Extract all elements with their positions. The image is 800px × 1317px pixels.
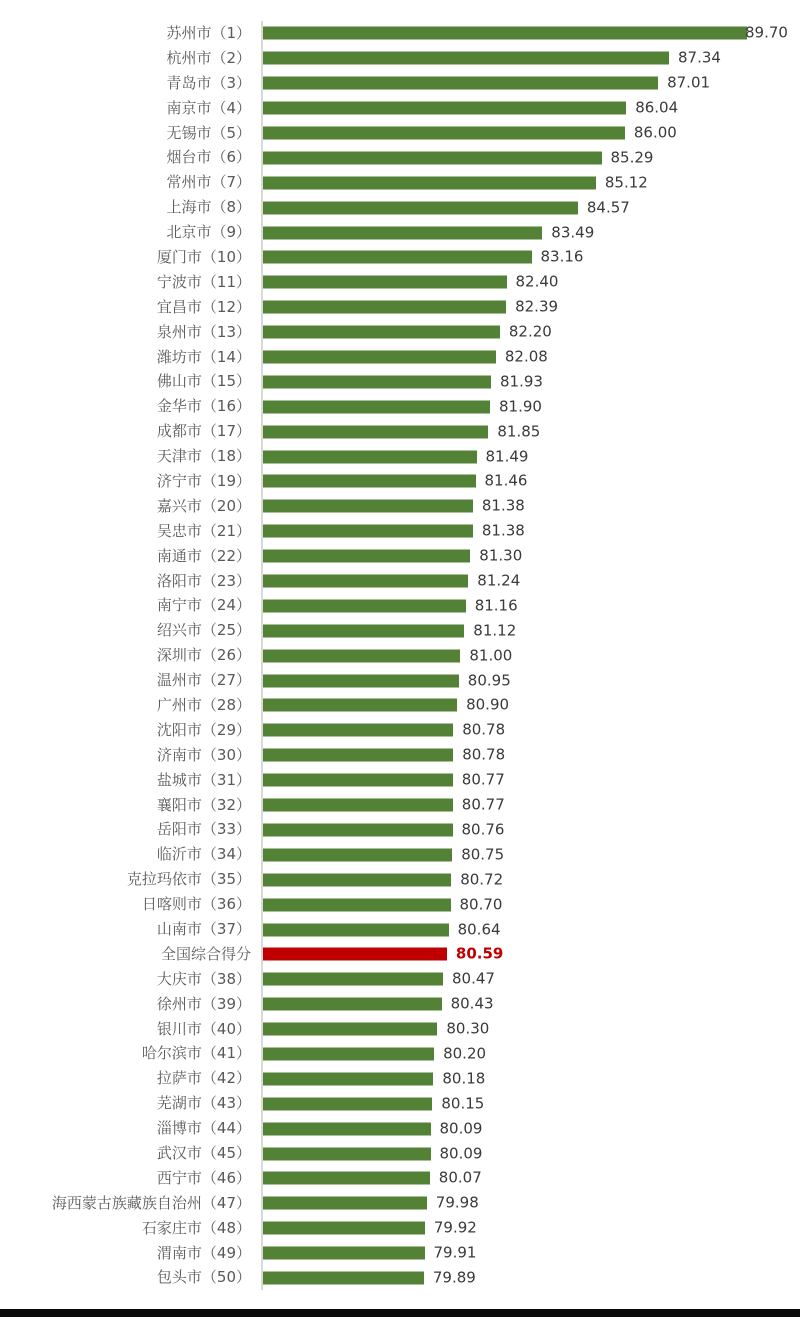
category-label: 芜湖市（43）: [156, 1094, 251, 1113]
score-bar: [263, 1197, 427, 1210]
category-label: 天津市（18）: [156, 447, 251, 466]
value-label: 81.46: [484, 471, 528, 490]
plot-area-segment: [261, 1116, 800, 1141]
score-bar: [263, 475, 476, 488]
category-label: 徐州市（39）: [156, 994, 251, 1013]
score-bar: [263, 1222, 425, 1235]
score-bar: [263, 599, 466, 612]
value-label: 80.70: [459, 895, 503, 914]
category-label: 苏州市（1）: [166, 23, 251, 42]
plot-area-segment: [261, 618, 800, 643]
value-label: 81.30: [479, 546, 523, 565]
value-label: 80.43: [450, 994, 494, 1013]
score-bar: [263, 375, 491, 388]
bar-row: [0, 643, 800, 668]
value-label: 79.92: [433, 1218, 477, 1237]
value-label: 81.93: [500, 372, 543, 391]
city-score-bar-chart: [0, 21, 800, 1290]
bar-row: [0, 96, 800, 121]
plot-area-segment: [261, 21, 800, 46]
score-bar: [263, 1097, 432, 1110]
value-label: 81.38: [481, 496, 525, 515]
category-label: 上海市（8）: [166, 198, 251, 217]
bar-row: [0, 21, 800, 46]
value-label: 80.47: [452, 969, 495, 988]
value-label: 79.91: [433, 1243, 477, 1262]
plot-area-segment: [261, 892, 800, 917]
category-label: 潍坊市（14）: [156, 347, 251, 366]
score-bar: [263, 251, 532, 264]
plot-area-segment: [261, 394, 800, 419]
category-label: 襄阳市（32）: [156, 795, 251, 814]
bar-row: [0, 46, 800, 71]
bar-row: [0, 892, 800, 917]
category-label: 金华市（16）: [156, 397, 251, 416]
national-average-bar: [263, 948, 447, 961]
score-bar: [263, 774, 453, 787]
bar-row: [0, 917, 800, 942]
bar-row: [0, 743, 800, 768]
category-label: 临沂市（34）: [156, 845, 251, 864]
plot-area-segment: [261, 1216, 800, 1241]
score-bar: [263, 1047, 434, 1060]
score-bar: [263, 848, 452, 861]
category-label: 克拉玛依市（35）: [126, 870, 251, 889]
plot-area-segment: [261, 121, 800, 146]
bar-row: [0, 1166, 800, 1191]
category-label: 拉萨市（42）: [156, 1069, 251, 1088]
bar-row: [0, 444, 800, 469]
plot-area-segment: [261, 743, 800, 768]
score-bar: [263, 1023, 437, 1036]
category-label: 厦门市（10）: [156, 247, 251, 266]
score-bar: [263, 425, 488, 438]
bar-row: [0, 394, 800, 419]
bar-row: [0, 1216, 800, 1241]
value-label: 80.90: [466, 695, 510, 714]
plot-area-segment: [261, 1042, 800, 1067]
plot-area-segment: [261, 842, 800, 867]
plot-area-segment: [261, 1141, 800, 1166]
value-label: 80.78: [462, 720, 506, 739]
plot-area-segment: [261, 1066, 800, 1091]
category-label: 无锡市（5）: [166, 123, 251, 142]
plot-area-segment: [261, 245, 800, 270]
value-label: 89.70: [745, 23, 788, 42]
bar-row: [0, 419, 800, 444]
value-label: 85.12: [604, 173, 648, 192]
plot-area-segment: [261, 793, 800, 818]
plot-area-segment: [261, 145, 800, 170]
value-label: 81.38: [481, 521, 525, 540]
plot-area-segment: [261, 46, 800, 71]
bar-row: [0, 593, 800, 618]
score-bar: [263, 77, 658, 90]
score-bar: [263, 973, 443, 986]
plot-area-segment: [261, 1091, 800, 1116]
plot-area-segment: [261, 718, 800, 743]
bar-row: [0, 668, 800, 693]
category-label: 哈尔滨市（41）: [141, 1044, 251, 1063]
category-label: 武汉市（45）: [156, 1144, 251, 1163]
plot-area-segment: [261, 942, 800, 967]
category-label: 岳阳市（33）: [156, 820, 251, 839]
plot-area-segment: [261, 320, 800, 345]
plot-area-segment: [261, 419, 800, 444]
plot-area-segment: [261, 195, 800, 220]
value-label: 80.64: [457, 920, 501, 938]
score-bar: [263, 923, 449, 936]
score-bar: [263, 823, 453, 836]
score-bar: [263, 151, 602, 164]
score-bar: [263, 624, 464, 637]
plot-area-segment: [261, 369, 800, 394]
category-label: 盐城市（31）: [156, 770, 251, 789]
score-bar: [263, 1072, 433, 1085]
bottom-border-strip: [0, 1309, 800, 1317]
value-label: 83.49: [551, 223, 595, 242]
bar-row: [0, 1141, 800, 1166]
plot-area-segment: [261, 71, 800, 96]
category-label: 广州市（28）: [156, 695, 251, 714]
bar-row: [0, 718, 800, 743]
plot-area-segment: [261, 867, 800, 892]
bar-row: [0, 195, 800, 220]
value-label: 80.15: [441, 1094, 485, 1113]
score-bar: [263, 27, 747, 40]
value-label: 81.85: [497, 422, 541, 441]
score-bar: [263, 674, 459, 687]
category-label: 渭南市（49）: [156, 1243, 251, 1262]
category-label: 西宁市（46）: [156, 1168, 251, 1187]
bar-row: [0, 1241, 800, 1266]
bar-row: [0, 519, 800, 544]
value-label: 86.00: [633, 123, 677, 142]
category-label: 南宁市（24）: [156, 596, 251, 615]
category-label: 石家庄市（48）: [141, 1218, 251, 1237]
value-label: 81.12: [473, 621, 517, 640]
bar-row: [0, 245, 800, 270]
score-bar: [263, 226, 542, 239]
bar-row: [0, 867, 800, 892]
plot-area-segment: [261, 643, 800, 668]
value-label: 79.98: [435, 1193, 479, 1212]
category-label: 杭州市（2）: [166, 48, 251, 67]
score-bar: [263, 550, 470, 563]
score-bar: [263, 1271, 424, 1284]
bar-row: [0, 270, 800, 295]
value-label: 80.30: [446, 1019, 490, 1038]
score-bar: [263, 52, 669, 65]
plot-area-segment: [261, 345, 800, 370]
category-label: 济宁市（19）: [156, 471, 251, 490]
category-label: 宁波市（11）: [156, 272, 251, 291]
bar-row: [0, 71, 800, 96]
value-label: 87.01: [667, 73, 711, 92]
bar-row: [0, 220, 800, 245]
plot-area-segment: [261, 693, 800, 718]
bar-row: [0, 793, 800, 818]
bar-row: [0, 768, 800, 793]
plot-area-segment: [261, 1191, 800, 1216]
bar-row: [0, 295, 800, 320]
plot-area-segment: [261, 992, 800, 1017]
plot-area-segment: [261, 593, 800, 618]
category-label: 包头市（50）: [156, 1268, 251, 1287]
value-label: 87.34: [678, 48, 721, 67]
value-label: 80.07: [438, 1168, 482, 1187]
category-label: 宜昌市（12）: [156, 297, 251, 316]
category-label: 洛阳市（23）: [156, 571, 251, 590]
plot-area-segment: [261, 295, 800, 320]
value-label: 81.90: [499, 397, 542, 416]
plot-area-segment: [261, 444, 800, 469]
value-label: 80.77: [461, 795, 505, 814]
score-bar: [263, 176, 596, 189]
category-label: 烟台市（6）: [166, 148, 251, 167]
plot-area-segment: [261, 170, 800, 195]
score-bar: [263, 1122, 431, 1135]
score-bar: [263, 1172, 430, 1185]
value-label: 81.24: [477, 571, 521, 590]
plot-area-segment: [261, 494, 800, 519]
bar-row: [0, 320, 800, 345]
plot-area-segment: [261, 668, 800, 693]
score-bar: [263, 898, 451, 911]
category-label: 佛山市（15）: [156, 372, 251, 391]
category-label: 淄博市（44）: [156, 1119, 251, 1138]
plot-area-segment: [261, 967, 800, 992]
score-bar: [263, 351, 496, 364]
category-label: 泉州市（13）: [156, 322, 251, 341]
category-label: 济南市（30）: [156, 745, 251, 764]
bar-row: [0, 992, 800, 1017]
bar-row: [0, 693, 800, 718]
score-bar: [263, 699, 457, 712]
plot-area-segment: [261, 270, 800, 295]
value-label: 80.09: [439, 1119, 483, 1138]
score-bar: [263, 500, 473, 513]
category-label: 南京市（4）: [166, 98, 251, 117]
value-label: 82.08: [504, 347, 548, 366]
score-bar: [263, 1147, 431, 1160]
bar-row: [0, 1266, 800, 1291]
bar-row: [0, 469, 800, 494]
plot-area-segment: [261, 917, 800, 942]
bar-row: [0, 1042, 800, 1067]
value-label: 80.77: [461, 770, 505, 789]
category-label: 全国综合得分: [160, 944, 251, 963]
category-label: 大庆市（38）: [156, 969, 251, 988]
score-bar: [263, 301, 506, 314]
score-bar: [263, 276, 507, 289]
plot-area-segment: [261, 220, 800, 245]
category-label: 吴忠市（21）: [156, 521, 251, 540]
value-label: 80.75: [461, 845, 505, 864]
bar-row: [0, 494, 800, 519]
value-label: 80.95: [467, 671, 511, 690]
bar-row-national-average: [0, 942, 800, 967]
bar-row: [0, 842, 800, 867]
score-bar: [263, 1247, 425, 1260]
score-bar: [263, 450, 477, 463]
score-bar: [263, 575, 468, 588]
plot-area-segment: [261, 469, 800, 494]
plot-area-segment: [261, 1266, 800, 1291]
bar-row: [0, 345, 800, 370]
value-label: 81.49: [485, 447, 529, 466]
category-label: 沈阳市（29）: [156, 720, 251, 739]
category-label: 深圳市（26）: [156, 646, 251, 665]
plot-area-segment: [261, 1017, 800, 1042]
category-label: 温州市（27）: [156, 671, 251, 690]
plot-area-segment: [261, 519, 800, 544]
score-bar: [263, 873, 451, 886]
value-label: 80.18: [442, 1069, 486, 1088]
category-label: 日喀则市（36）: [141, 895, 251, 914]
value-label: 84.57: [586, 198, 630, 217]
category-label: 南通市（22）: [156, 546, 251, 565]
category-label: 常州市（7）: [166, 173, 251, 192]
score-bar: [263, 749, 453, 762]
value-label: 85.29: [610, 148, 654, 167]
score-bar: [263, 998, 442, 1011]
score-bar: [263, 525, 473, 538]
score-bar: [263, 400, 490, 413]
score-bar: [263, 201, 578, 214]
category-label: 成都市（17）: [156, 422, 251, 441]
category-label: 山南市（37）: [156, 920, 251, 938]
bar-row: [0, 1116, 800, 1141]
bar-row: [0, 170, 800, 195]
category-label: 绍兴市（25）: [156, 621, 251, 640]
plot-area-segment: [261, 544, 800, 569]
bar-row: [0, 1017, 800, 1042]
plot-area-segment: [261, 96, 800, 121]
score-bar: [263, 724, 453, 737]
bar-row: [0, 369, 800, 394]
bar-row: [0, 145, 800, 170]
bar-rows-container: [0, 21, 800, 1290]
category-label: 北京市（9）: [166, 223, 251, 242]
bar-row: [0, 569, 800, 594]
score-bar: [263, 127, 625, 140]
plot-area-segment: [261, 569, 800, 594]
score-bar: [263, 102, 626, 115]
score-bar: [263, 799, 453, 812]
value-label: 80.09: [439, 1144, 483, 1163]
value-label: 80.20: [443, 1044, 487, 1063]
value-label: 82.39: [515, 297, 559, 316]
score-bar: [263, 326, 500, 339]
value-label: 80.59: [455, 944, 504, 963]
value-label: 80.78: [462, 745, 506, 764]
value-label: 82.40: [515, 272, 559, 291]
value-label: 81.00: [469, 646, 513, 665]
bar-row: [0, 1066, 800, 1091]
value-label: 80.72: [460, 870, 504, 889]
bar-row: [0, 618, 800, 643]
value-label: 79.89: [432, 1268, 476, 1287]
bar-row: [0, 121, 800, 146]
category-label: 海西蒙古族藏族自治州（47）: [51, 1193, 251, 1212]
score-bar: [263, 649, 460, 662]
bar-row: [0, 1191, 800, 1216]
bar-row: [0, 818, 800, 843]
bar-row: [0, 544, 800, 569]
value-label: 83.16: [540, 247, 584, 266]
category-label: 嘉兴市（20）: [156, 496, 251, 515]
value-label: 80.76: [461, 820, 505, 839]
plot-area-segment: [261, 818, 800, 843]
plot-area-segment: [261, 768, 800, 793]
bar-row: [0, 967, 800, 992]
value-label: 81.16: [474, 596, 518, 615]
category-label: 银川市（40）: [156, 1019, 251, 1038]
plot-area-segment: [261, 1166, 800, 1191]
category-label: 青岛市（3）: [166, 73, 251, 92]
bar-row: [0, 1091, 800, 1116]
value-label: 82.20: [508, 322, 552, 341]
value-label: 86.04: [635, 98, 679, 117]
plot-area-segment: [261, 1241, 800, 1266]
